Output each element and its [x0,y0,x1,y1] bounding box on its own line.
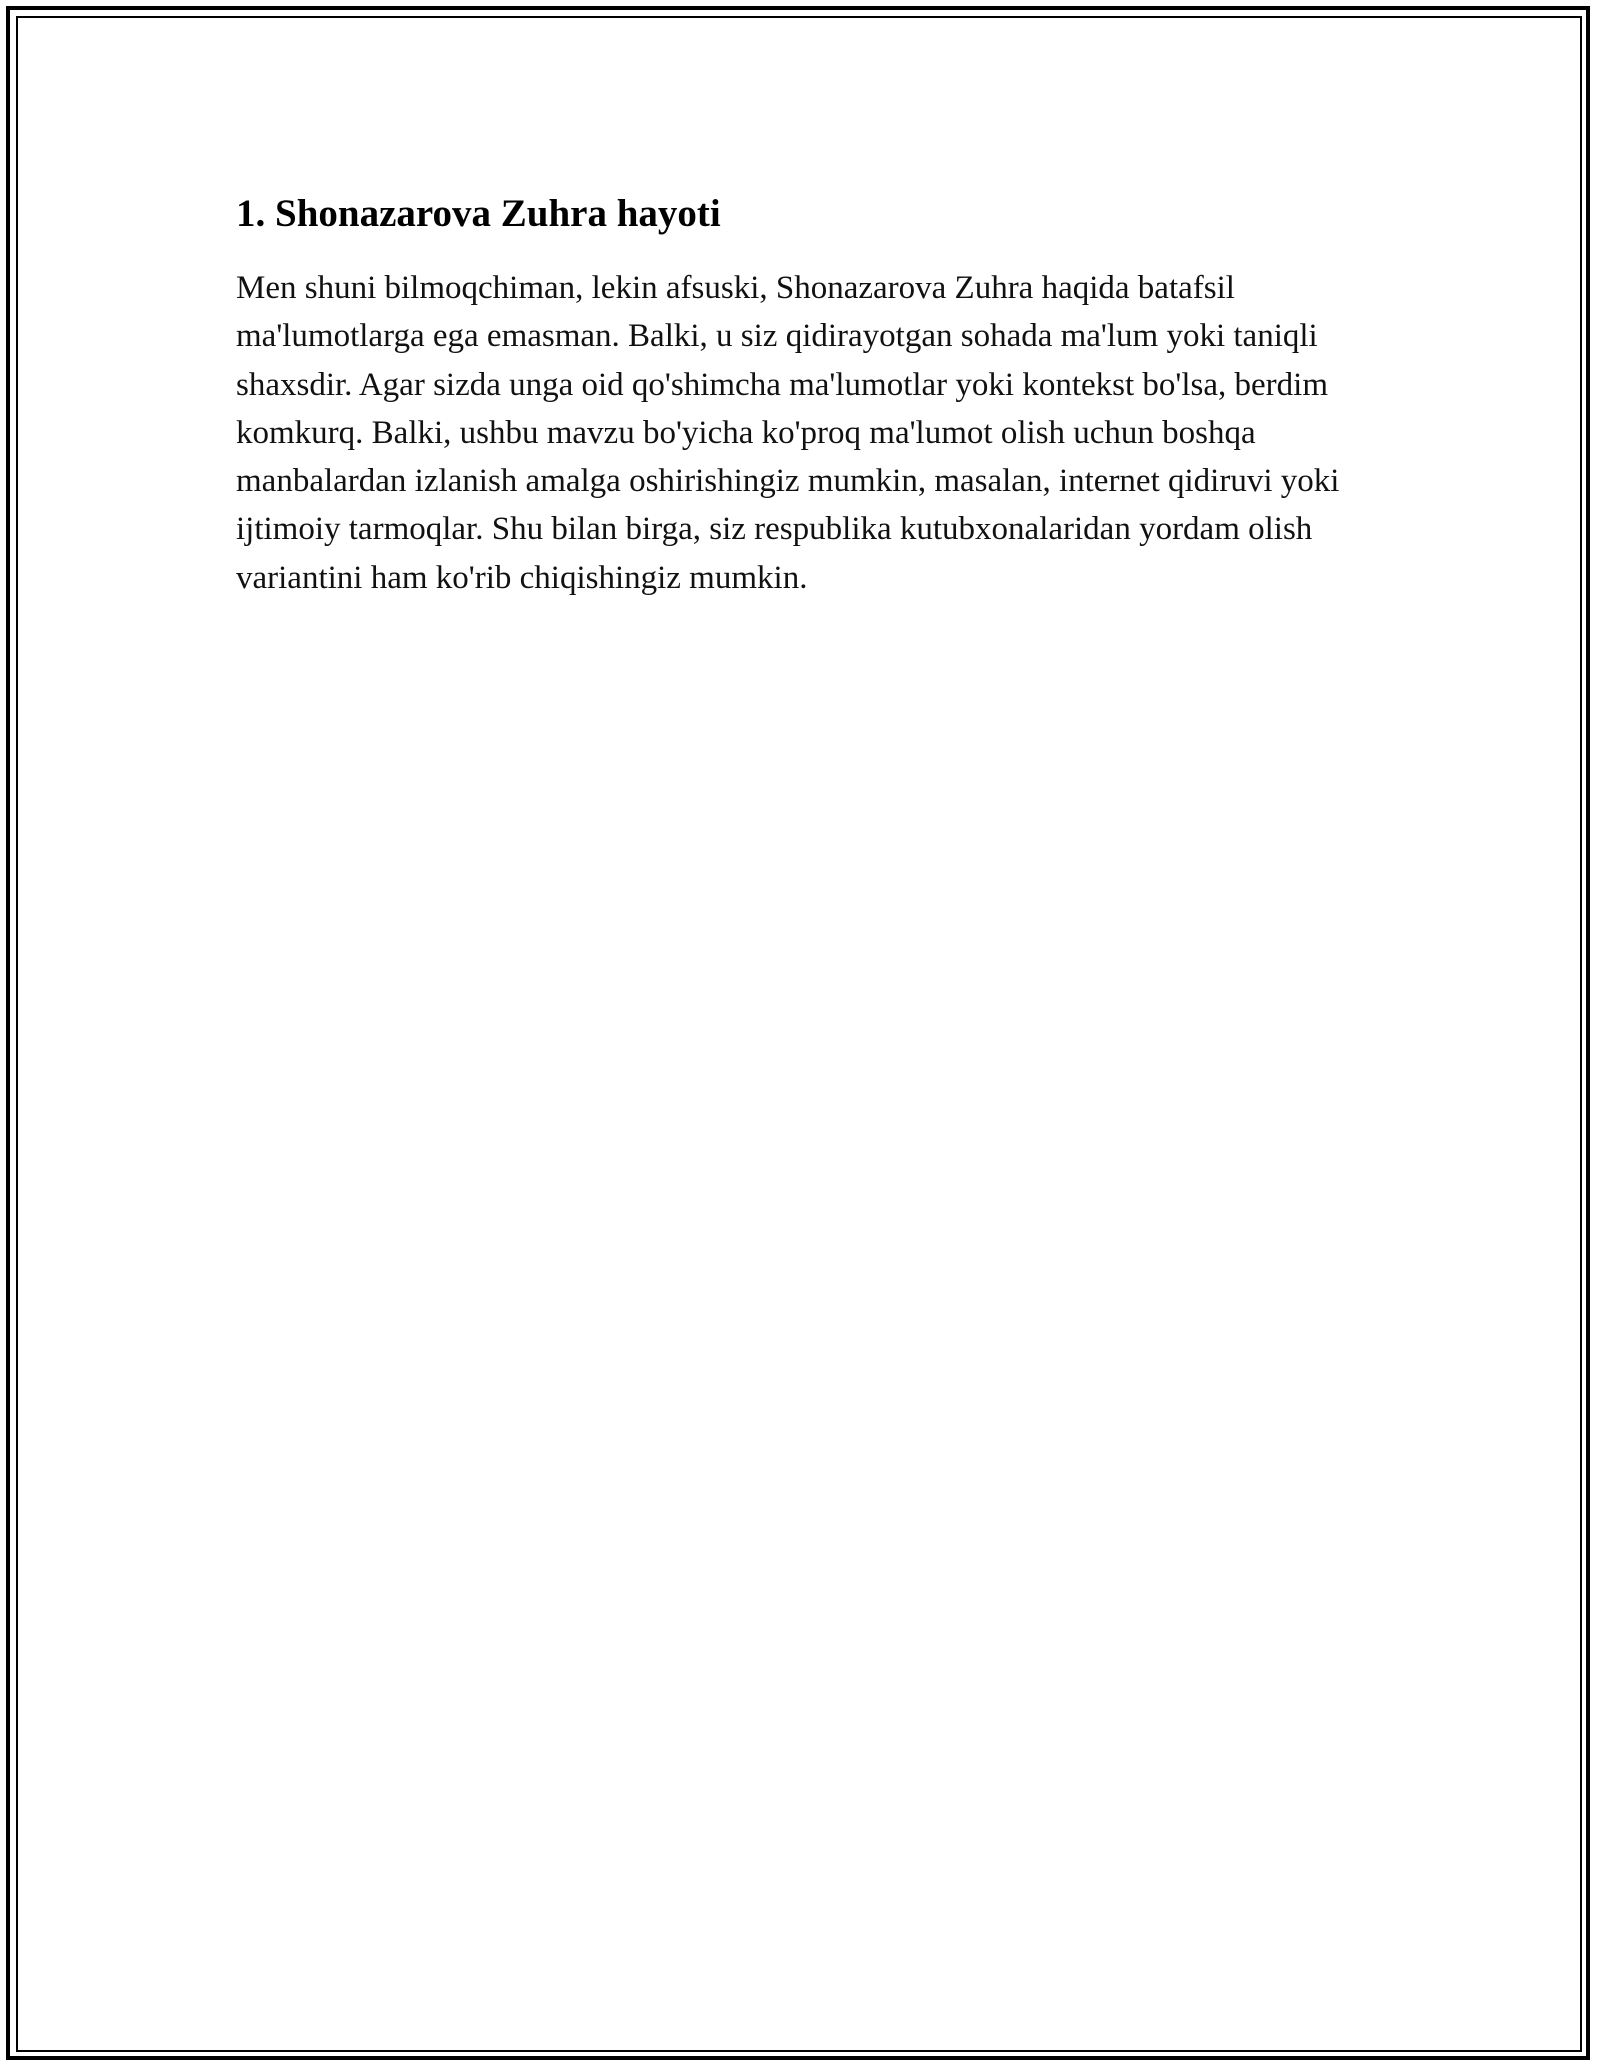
body-paragraph: Men shuni bilmoqchiman, lekin afsuski, Shonazarova Zuhra haqida batafsil ma'lumotlarga ega emasman. Balki, u siz qidirayotgan sohada ma'lum yoki taniqli shaxsdir. Agar sizda unga oid qo'shimcha ma'lumotlar yoki kontekst bo'lsa, berdim komkurq. Balki, ushbu mavzu bo'yicha ko'proq ma'lumot olish uchun boshqa manbalardan izlanish amalga oshirishingiz mumkin, masalan, internet qidiruvi yoki ijtimoiy tarmoqlar. Shu bilan birga, siz respublika kutubxonalaridan yordam olish variantini ham ko'rib chiqishingiz mumkin. [236,270,1340,596]
document-body [236,186,1366,602]
section-heading: 1. Shonazarova Zuhra hayoti [236,192,721,235]
